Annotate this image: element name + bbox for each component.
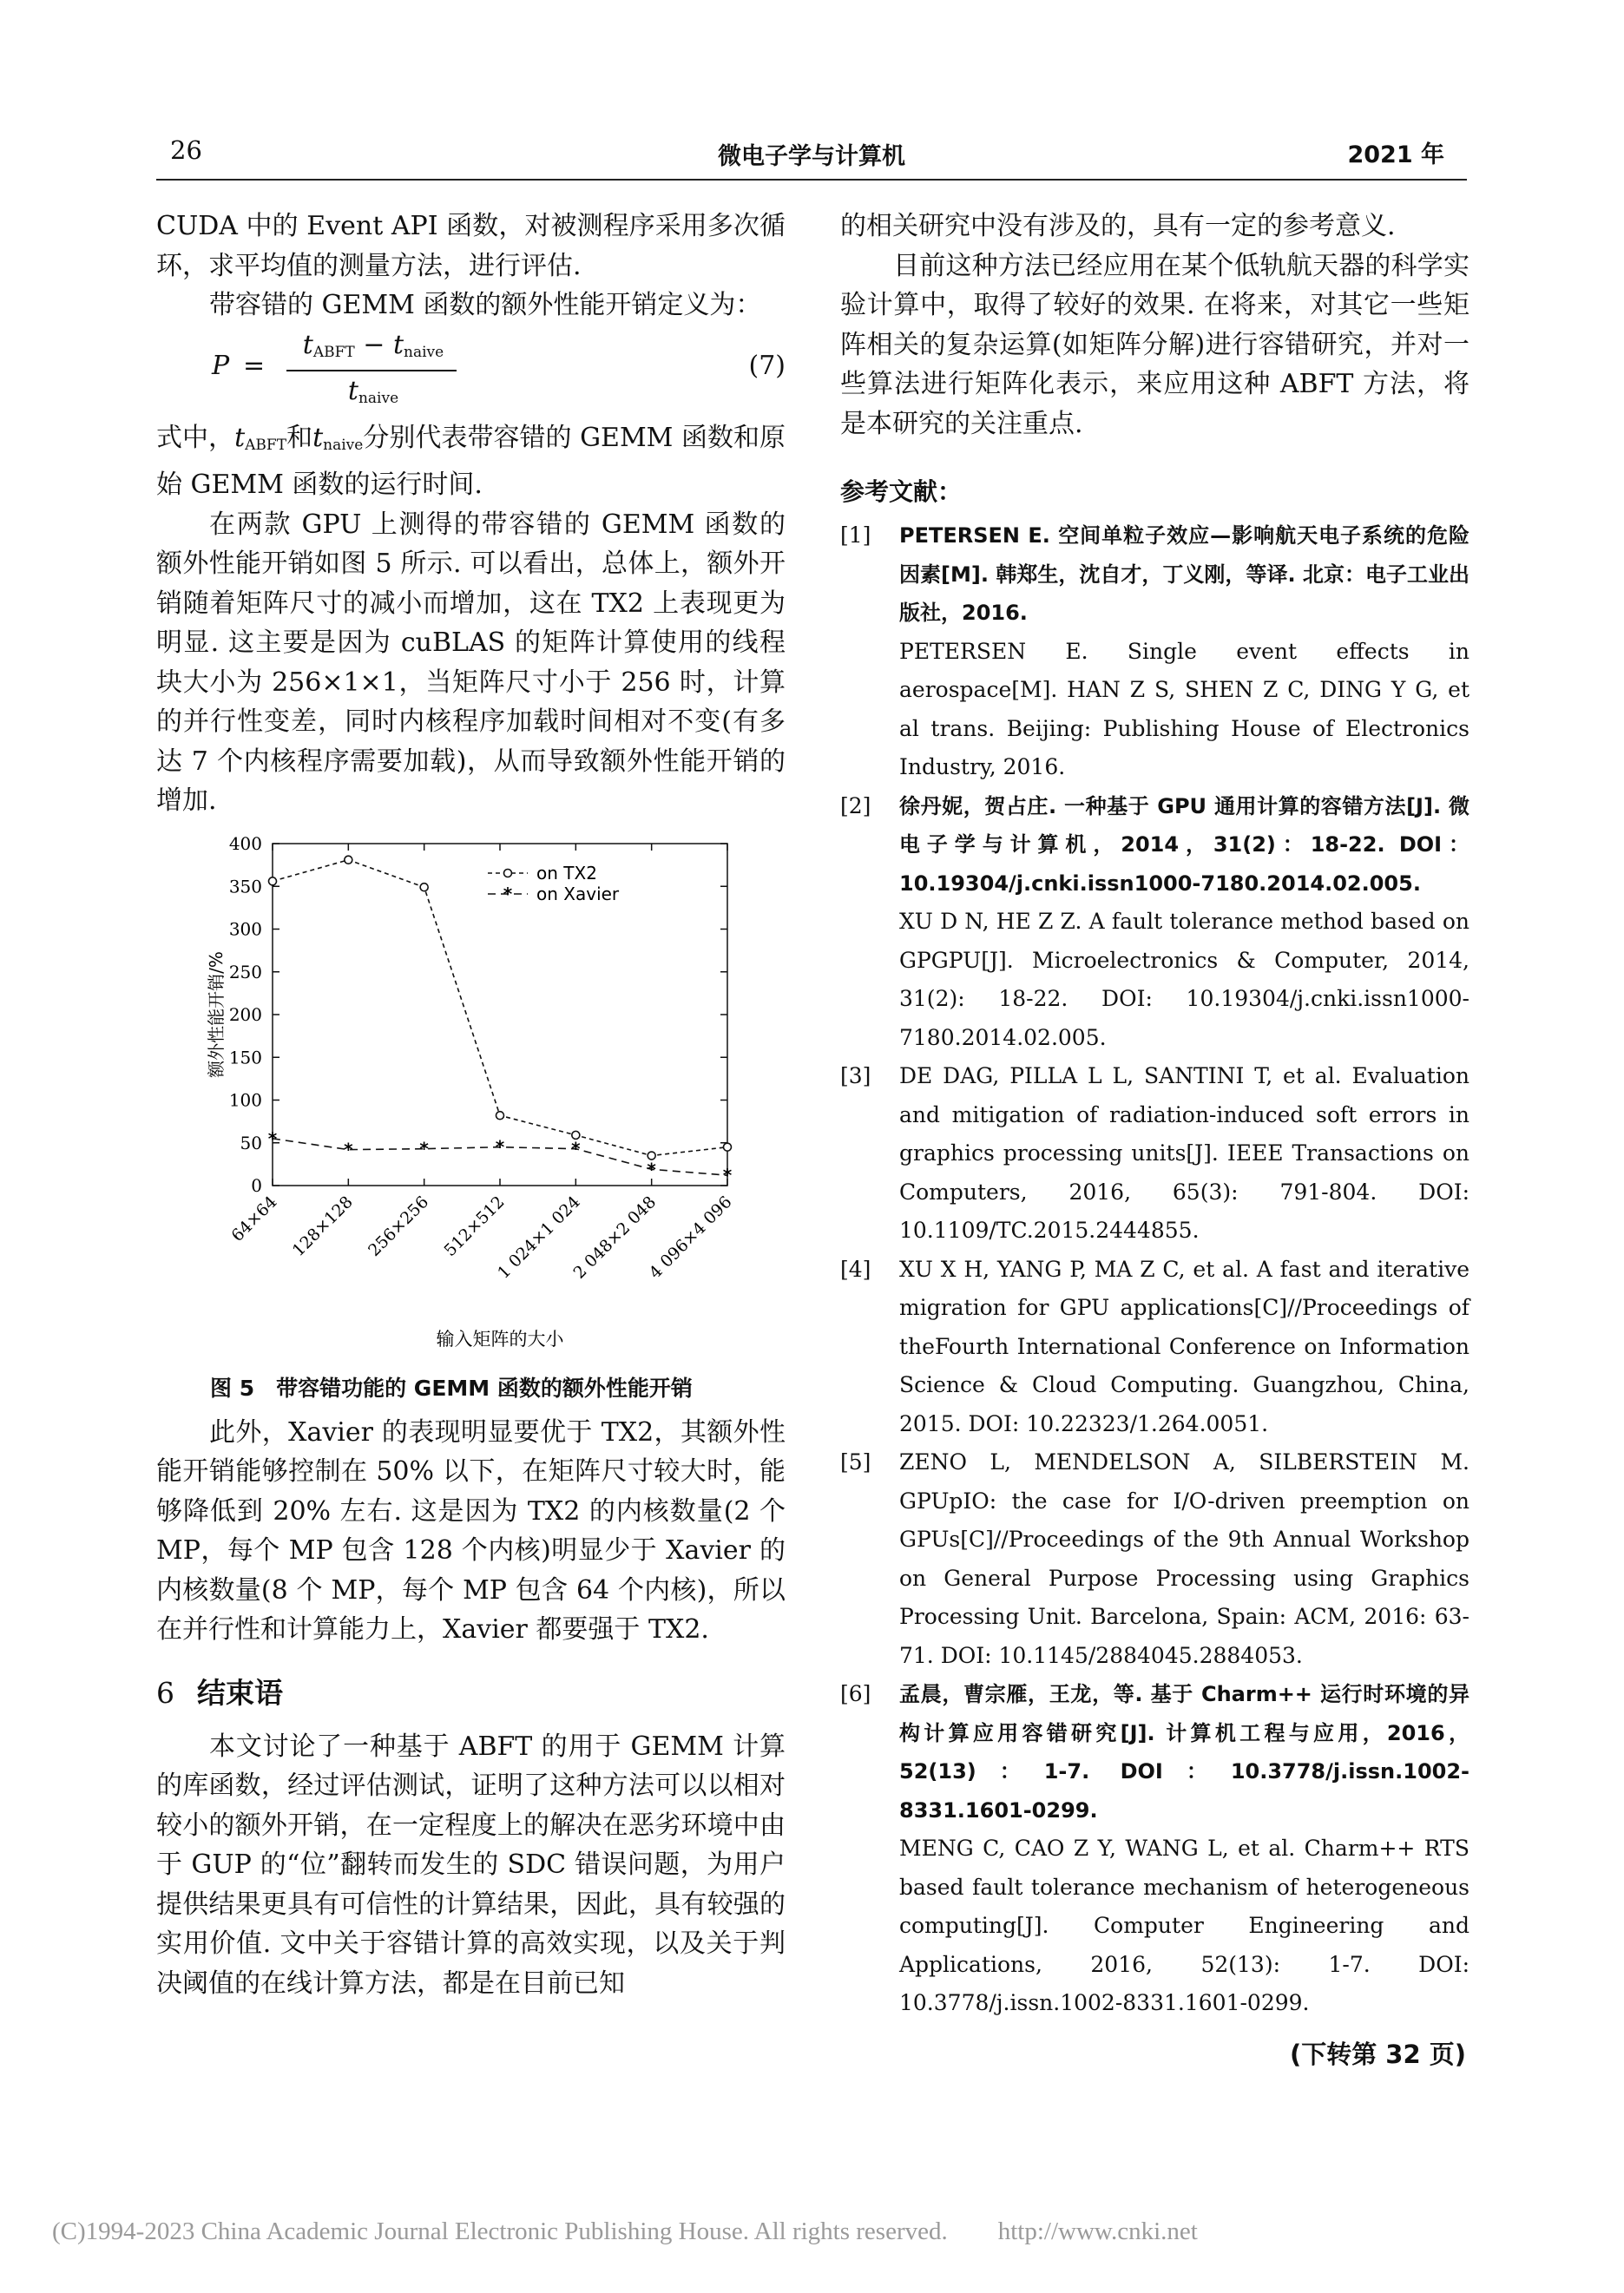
legend-marker: * [503, 883, 513, 904]
data-point-tx2 [269, 877, 277, 884]
y-tick-label: 250 [228, 961, 262, 982]
y-tick-label: 400 [228, 832, 262, 854]
reference-text-en: XU X H, YANG P, MA Z C, et al. A fast and iterative migration for GPU applications[C]//Proceedings of theFourth International Conference on Information Science & Cloud Computing. Guangzhou, China, 2015. DOI: 10.22323/1.264.0051. [899, 1256, 1469, 1436]
figure-caption: 图 5 带容错功能的 GEMM 函数的额外性能开销 [210, 1375, 693, 1401]
left-column [156, 207, 786, 2003]
equation-7 [156, 328, 786, 413]
data-point-xavier: * [267, 1127, 278, 1149]
legend-label: on TX2 [536, 862, 597, 884]
reference-text-en: MENG C, CAO Z Y, WANG L, et al. Charm++ RTS based fault tolerance mechanism of heterogeneous computing[J]. Computer Engineering and Applications, 2016, 52(13): 1-7. DOI: 10.3778/j.issn.1002-8331.1601-0299. [899, 1836, 1469, 2015]
paragraph: CUDA 中的 Event API 函数，对被测程序采用多次循环，求平均值的测量方法，进行评估. [156, 211, 786, 281]
reference-text-en: DE DAG, PILLA L L, SANTINI T, et al. Evaluation and mitigation of radiation-induced soft errors in graphics processing units[J]. IEEE Transactions on Computers, 2016, 65(3): 791-804. DOI: 10.1109/TC.2015.2444855. [899, 1063, 1469, 1243]
reference-item [840, 787, 1469, 1058]
data-point-xavier: * [722, 1164, 733, 1186]
y-tick-label: 150 [228, 1046, 262, 1068]
reference-item [840, 1675, 1469, 2023]
formula-denominator: $t_{naive}$ [347, 375, 399, 407]
reference-list [840, 516, 1469, 2023]
data-point-xavier: * [495, 1136, 505, 1158]
reference-number: [2] [840, 792, 871, 818]
section-heading: 6 结束语 [156, 1675, 283, 1710]
y-axis-title: 额外性能开销/% [206, 950, 227, 1078]
right-column [840, 207, 1469, 2071]
reference-text-cn: 孟晨，曹宗雁，王龙，等. 基于 Charm++ 运行时环境的异构计算应用容错研究[J]. 计算机工程与应用，2016，52(13)：1-7. DOI：10.3778/j.issn.1002-8331.1601-0299. [899, 1682, 1469, 1823]
fraction-bar [286, 370, 457, 371]
reference-number: [1] [840, 522, 871, 548]
y-tick-label: 100 [228, 1089, 262, 1110]
legend-label: on Xavier [536, 883, 620, 904]
data-point-tx2 [724, 1143, 732, 1151]
figure-5 [156, 833, 786, 1363]
y-tick-label: 300 [228, 918, 262, 939]
paragraph: 的相关研究中没有涉及的，具有一定的参考意义. [840, 211, 1396, 241]
journal-year: 2021 年 [1347, 141, 1444, 168]
formula-lhs: P [212, 350, 230, 381]
reference-text-cn: PETERSEN E. 空间单粒子效应—影响航天电子系统的危险因素[M]. 韩郑生，沈自才，丁义刚，等译. 北京：电子工业出版社，2016. [899, 523, 1469, 625]
references-heading: 参考文献： [840, 477, 963, 506]
paragraph: 此外，Xavier 的表现明显要优于 TX2，其额外性能开销能够控制在 50% 以下，在矩阵尺寸较大时，能够降低到 20% 左右. 这是因为 TX2 的内核数量(2 个 MP，每个 MP 包含 128 个内核)明显少于 Xavier 的内核数量(8 个 MP，每个 MP 包含 64 个内核)，所以在并行性和计算能力上，Xavier 都要强于 TX2. [156, 1416, 786, 1645]
reference-item [840, 1057, 1469, 1251]
x-tick-label: 1 024×1 024 [494, 1192, 584, 1283]
x-tick-label: 128×128 [288, 1192, 357, 1260]
y-tick-label: 200 [228, 1003, 262, 1025]
reference-number: [3] [840, 1063, 871, 1088]
data-point-tx2 [496, 1111, 504, 1119]
reference-text-cn: 徐丹妮，贺占庄. 一种基于 GPU 通用计算的容错方法[J]. 微电子学与计算机，2014，31(2)：18-22. DOI：10.19304/j.cnki.issn1000-7180.2014.02.005. [899, 793, 1469, 896]
y-tick-label: 350 [228, 875, 262, 897]
reference-number: [5] [840, 1449, 871, 1475]
continued-note: (下转第 32 页) [1289, 2039, 1466, 2069]
x-tick-label: 256×256 [365, 1192, 433, 1260]
reference-text-en: ZENO L, MENDELSON A, SILBERSTEIN M. GPUpIO: the case for I/O-driven preemption on GPUs[C]//Proceedings of the 9th Annual Workshop on General Purpose Processing using Graphics Processing Unit. Barcelona, Spain: ACM, 2016: 63-71. DOI: 10.1145/2884045.2884053. [899, 1449, 1469, 1668]
y-tick-label: 0 [251, 1174, 262, 1196]
plot-frame [273, 844, 727, 1186]
data-point-tx2 [420, 883, 428, 890]
y-tick-label: 50 [240, 1132, 262, 1153]
paragraph: 式中，$t_{ABFT}$和$t_{naive}$分别代表带容错的 GEMM 函数和原始 GEMM 函数的运行时间. [156, 422, 786, 500]
reference-item [840, 1251, 1469, 1444]
legend-marker [504, 869, 512, 877]
x-tick-label: 4 096×4 096 [645, 1192, 736, 1283]
formula-numerator: $t_{ABFT} - t_{naive}$ [302, 329, 444, 361]
copyright-footer: (C)1994-2023 China Academic Journal Electronic Publishing House. All rights reserved. http://www.cnki.net [52, 2217, 1198, 2245]
data-point-xavier: * [419, 1138, 429, 1160]
data-point-xavier: * [647, 1158, 656, 1179]
x-tick-label: 2 048×2 048 [569, 1192, 661, 1283]
data-point-xavier: * [344, 1139, 353, 1160]
paragraph: 带容错的 GEMM 函数的额外性能开销定义为： [209, 290, 762, 320]
reference-text-en: PETERSEN E. Single event effects in aerospace[M]. HAN Z S, SHEN Z C, DING Y G, et al trans. Beijing: Publishing House of Electronics Industry, 2016. [899, 638, 1469, 779]
x-tick-label: 64×64 [227, 1192, 281, 1245]
paragraph: 目前这种方法已经应用在某个低轨航天器的科学实验计算中，取得了较好的效果. 在将来，对其它一些矩阵相关的复杂运算(如矩阵分解)进行容错研究，并对一些算法进行矩阵化表示，来应用这种 ABFT 方法，将是本研究的关注重点. [840, 250, 1469, 439]
paragraph: 在两款 GPU 上测得的带容错的 GEMM 函数的额外性能开销如图 5 所示. 可以看出，总体上，额外开销随着矩阵尺寸的减小而增加，这在 TX2 上表现更为明显. 这主要是因为 cuBLAS 的矩阵计算使用的线程块大小为 256×1×1，当矩阵尺寸小于 256 时，计算的并行性变差，同时内核程序加载时间相对不变(有多达 7 个内核程序需要加载)，从而导致额外性能开销的增加. [156, 509, 786, 816]
journal-name: 微电子学与计算机 [718, 143, 905, 170]
reference-item [840, 1443, 1469, 1675]
reference-item [840, 516, 1469, 787]
reference-number: [4] [840, 1256, 871, 1282]
x-axis-title: 输入矩阵的大小 [436, 1328, 564, 1350]
page-number: 26 [170, 135, 202, 165]
line-chart [156, 833, 786, 1363]
reference-text-en: XU D N, HE Z Z. A fault tolerance method based on GPGPU[J]. Microelectronics & Computer, 2014, 31(2): 18-22. DOI: 10.19304/j.cnki.issn1000-7180.2014.02.005. [899, 909, 1469, 1050]
data-point-tx2 [345, 856, 352, 864]
equation-number: (7) [748, 350, 786, 381]
paragraph: 本文讨论了一种基于 ABFT 的用于 GEMM 计算的库函数，经过评估测试，证明了这种方法可以以相对较小的额外开销，在一定程度上的解决在恶劣环境中由于 GUP 的“位”翻转而发生的 SDC 错误问题，为用户提供结果更具有可信性的计算结果，因此，具有较强的实用价值. 文中关于容错计算的高效实现，以及关于判决阈值的在线计算方法，都是在目前已知 [156, 1731, 786, 1999]
reference-number: [6] [840, 1681, 871, 1706]
x-tick-label: 512×512 [440, 1192, 509, 1260]
data-point-xavier: * [571, 1138, 581, 1160]
formula-equals: = [243, 350, 266, 381]
running-header [156, 130, 1467, 181]
